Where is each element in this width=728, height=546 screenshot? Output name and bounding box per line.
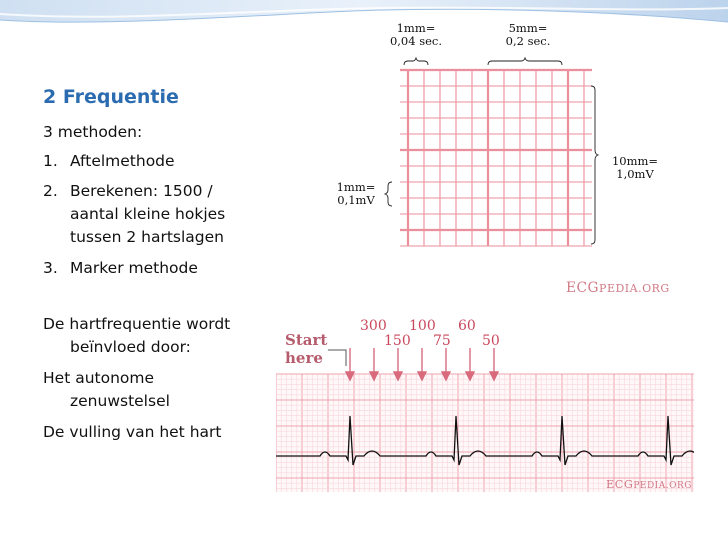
label-line: 10mm=	[611, 154, 659, 168]
influence-heading: De hartfrequentie wordt	[43, 315, 231, 333]
rate-label-100: 100	[409, 318, 436, 334]
methods-intro: 3 methoden:	[43, 123, 143, 141]
method-item	[43, 152, 175, 170]
grid-watermark: ECGPEDIA.ORG	[566, 280, 670, 296]
method-text: Aftelmethode	[70, 152, 175, 170]
ecg-rhythm-strip	[276, 346, 694, 494]
label-line: 1,0mV	[616, 167, 654, 181]
method-number: 1.	[43, 152, 58, 170]
big-box-time-label	[492, 22, 564, 48]
label-line: here	[285, 349, 323, 367]
rate-label-60: 60	[458, 318, 476, 334]
rate-label-150: 150	[384, 333, 411, 349]
label-line: 0,04 sec.	[389, 34, 443, 48]
method-text-continuation: aantal kleine hokjes	[70, 205, 226, 223]
influence-heading-continuation: beïnvloed door:	[70, 338, 191, 356]
small-volt-brace	[385, 182, 392, 206]
label-line: 0,2 sec.	[505, 34, 551, 48]
method-item	[43, 182, 213, 200]
method-text: Berekenen: 1500 /	[70, 182, 213, 200]
strip-watermark: ECGPEDIA.ORG	[606, 478, 692, 491]
method-number: 2.	[43, 182, 58, 200]
influence-item: Het autonome	[43, 369, 155, 387]
start-pointer-line	[328, 350, 346, 366]
small-box-brace	[404, 58, 428, 65]
rate-label-300: 300	[360, 318, 387, 334]
slide-title: 2 Frequentie	[43, 86, 179, 108]
label-line: 1mm=	[336, 180, 376, 194]
method-item	[43, 259, 198, 277]
label-line: 0,1mV	[337, 193, 375, 207]
rate-label-75: 75	[433, 333, 451, 349]
small-box-time-label	[380, 22, 452, 48]
big-volt-brace	[591, 86, 598, 244]
big-box-brace	[488, 58, 562, 65]
method-number: 3.	[43, 259, 58, 277]
method-text: Marker methode	[70, 259, 198, 277]
influence-item: De vulling van het hart	[43, 423, 222, 441]
small-box-volt-label	[330, 181, 382, 207]
method-text-continuation: tussen 2 hartslagen	[70, 228, 224, 246]
influence-item-continuation: zenuwstelsel	[70, 392, 170, 410]
header-banner	[0, 0, 728, 40]
ecg-grid-paper	[380, 50, 620, 270]
label-line: Start	[285, 331, 328, 349]
label-line: 1mm=	[396, 21, 436, 35]
rate-label-50: 50	[482, 333, 500, 349]
label-line: 5mm=	[508, 21, 548, 35]
